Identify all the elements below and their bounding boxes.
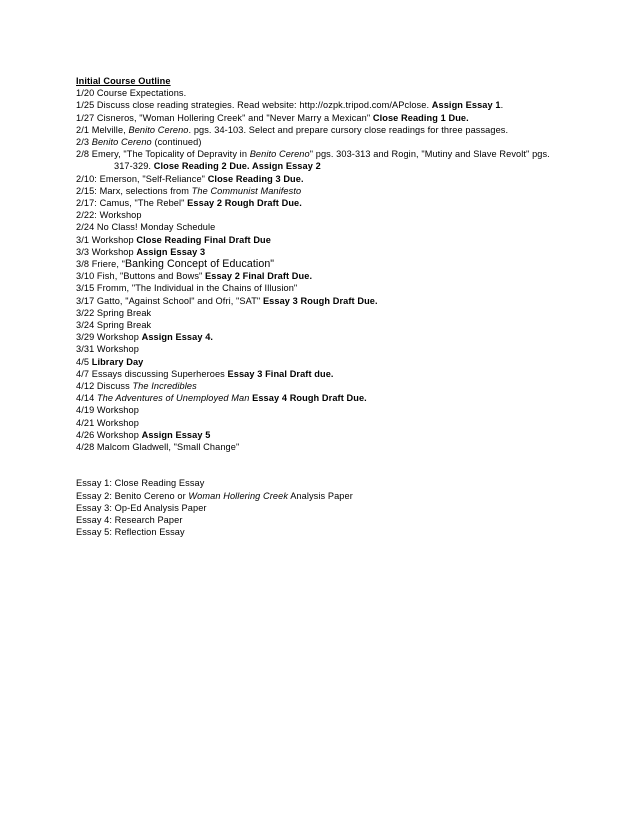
schedule-line: 4/28 Malcom Gladwell, "Small Change" bbox=[76, 442, 240, 453]
schedule-line: 2/8 Emery, "The Topicality of Depravity in Benito Cereno" pgs. 303-313 and Rogin, "Mutiny and Slave Revolt" pgs. bbox=[76, 149, 550, 160]
schedule-line: 3/31 Workshop bbox=[76, 344, 139, 355]
schedule-line: 4/12 Discuss The Incredibles bbox=[76, 381, 197, 392]
schedule-line: 3/15 Fromm, "The Individual in the Chains of Illusion" bbox=[76, 283, 298, 294]
schedule-line: 3/24 Spring Break bbox=[76, 320, 152, 331]
course-outline bbox=[76, 75, 596, 538]
schedule-line: 3/29 Workshop Assign Essay 4. bbox=[76, 332, 214, 343]
schedule-line: 4/7 Essays discussing Superheroes Essay 3 Final Draft due. bbox=[76, 368, 334, 379]
schedule-line: 3/22 Spring Break bbox=[76, 307, 152, 318]
schedule-line: 2/1 Melville, Benito Cereno. pgs. 34-103. Select and prepare cursory close readings for three passages. bbox=[76, 124, 509, 135]
schedule-line: 2/24 No Class! Monday Schedule bbox=[76, 222, 216, 233]
schedule-line: 2/22: Workshop bbox=[76, 210, 142, 221]
schedule-line: 3/3 Workshop Assign Essay 3 bbox=[76, 246, 206, 257]
essay-line: Essay 4: Research Paper bbox=[76, 514, 183, 525]
essay-line: Essay 5: Reflection Essay bbox=[76, 527, 185, 538]
schedule-line: 4/14 The Adventures of Unemployed Man Essay 4 Rough Draft Due. bbox=[76, 393, 367, 404]
essay-line: Essay 1: Close Reading Essay bbox=[76, 478, 205, 489]
essay-line: Essay 2: Benito Cereno or Woman Hollering Creek Analysis Paper bbox=[76, 490, 353, 501]
schedule-line: 4/26 Workshop Assign Essay 5 bbox=[76, 429, 211, 440]
schedule-line: 1/20 Course Expectations. bbox=[76, 88, 187, 99]
outline-title: Initial Course Outline bbox=[76, 76, 171, 86]
schedule-line: 4/5 Library Day bbox=[76, 356, 144, 367]
schedule-line: 3/1 Workshop Close Reading Final Draft Due bbox=[76, 234, 271, 245]
schedule-line: 3/8 Friere, "Banking Concept of Education" bbox=[76, 258, 275, 271]
schedule-line: 2/15: Marx, selections from The Communist Manifesto bbox=[76, 185, 302, 196]
schedule-line: 1/25 Discuss close reading strategies. Read website: http://ozpk.tripod.com/APclose. Assign Essay 1. bbox=[76, 100, 504, 111]
schedule-line: 2/17: Camus, "The Rebel" Essay 2 Rough Draft Due. bbox=[76, 198, 302, 209]
section-spacer bbox=[76, 453, 596, 477]
essay-line: Essay 3: Op-Ed Analysis Paper bbox=[76, 502, 207, 513]
schedule-line: 2/10: Emerson, "Self-Reliance" Close Reading 3 Due. bbox=[76, 173, 304, 184]
schedule-line: 4/21 Workshop bbox=[76, 417, 139, 428]
schedule-line: 2/3 Benito Cereno (continued) bbox=[76, 137, 202, 148]
schedule-line: 3/17 Gatto, "Against School" and Ofri, "SAT" Essay 3 Rough Draft Due. bbox=[76, 295, 378, 306]
schedule-line: 3/10 Fish, "Buttons and Bows" Essay 2 Final Draft Due. bbox=[76, 271, 313, 282]
schedule-line: 1/27 Cisneros, "Woman Hollering Creek" and "Never Marry a Mexican" Close Reading 1 Due. bbox=[76, 112, 469, 123]
schedule-line-continued: 317-329. Close Reading 2 Due. Assign Essay 2 bbox=[114, 161, 321, 172]
schedule-line: 4/19 Workshop bbox=[76, 405, 139, 416]
